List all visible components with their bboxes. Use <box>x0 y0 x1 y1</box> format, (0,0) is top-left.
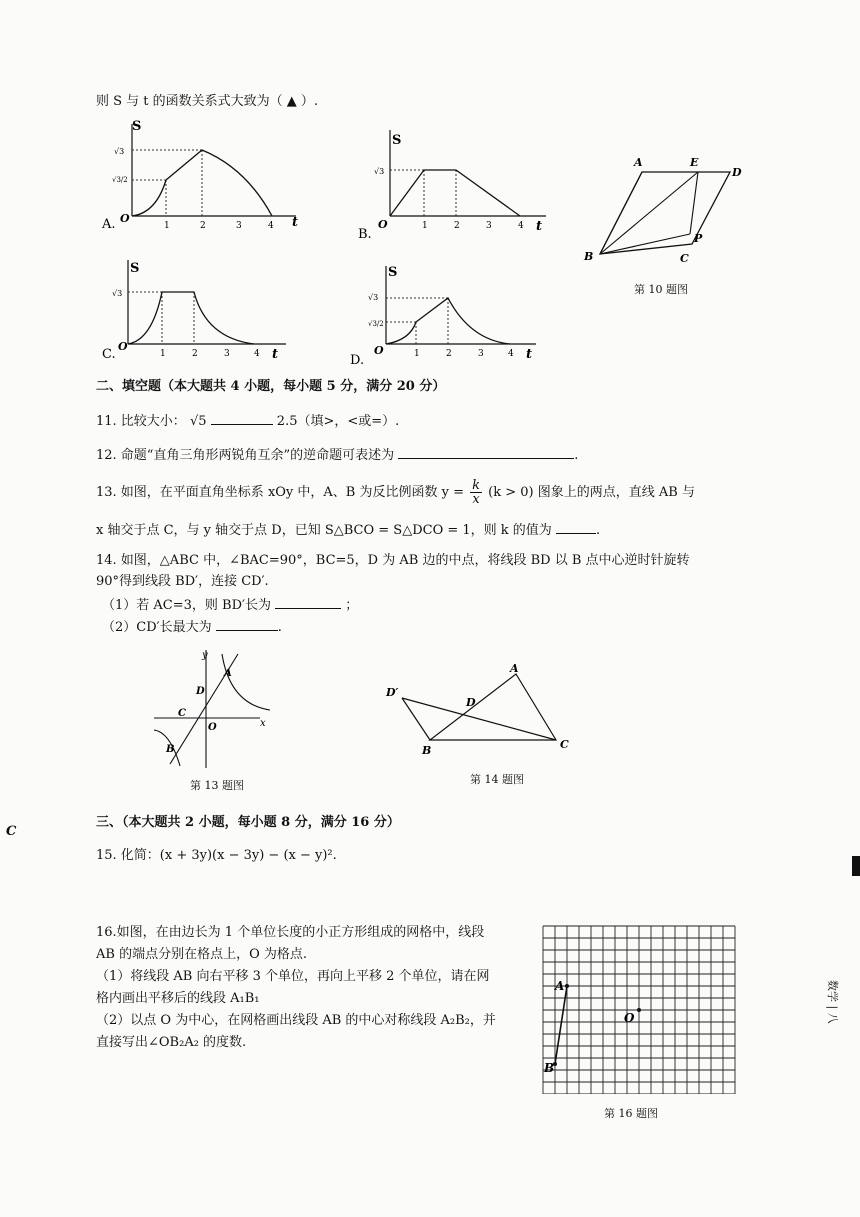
q14-sub1-blank[interactable] <box>275 596 341 609</box>
question-13-line2: x 轴交于点 C，与 y 轴交于点 D，已知 S△BCO = S△DCO = 1，则 k 的值为 . <box>96 523 601 538</box>
q13-line1-a: 13. 如图，在平面直角坐标系 xOy 中，A、B 为反比例函数 y = <box>96 485 464 500</box>
q16-line5: （2）以点 O 为中心，在网格画出线段 AB 的中心对称线段 A₂B₂，并 <box>96 1013 496 1028</box>
fig16-label-a: A <box>555 979 565 993</box>
graph-b-origin: O <box>378 218 388 231</box>
fig13-label-c: C <box>178 708 186 719</box>
fig13-label-a: A <box>224 668 232 679</box>
graph-a-tick-4: 4 <box>268 221 274 231</box>
fig10-label-c: C <box>680 252 689 265</box>
graph-c-tick-1: 1 <box>160 349 166 359</box>
scan-edge-mark <box>852 856 860 876</box>
graph-a-tick-2: 2 <box>200 221 206 231</box>
graph-b-xlabel: t <box>536 219 543 234</box>
graph-d-xlabel: t <box>526 347 533 362</box>
q10-prompt: 则 S 与 t 的函数关系式大致为（ ▲ ）. <box>96 94 319 109</box>
q14-sub2-text: （2）CD′长最大为 <box>102 620 212 635</box>
q11-prefix: 11. 比较大小： <box>96 414 186 429</box>
q12-answer-blank[interactable] <box>398 446 574 459</box>
question-15: 15. 化简：(x + 3y)(x − 3y) − (x − y)². <box>96 848 337 863</box>
section-3-heading: 三、（本大题共 2 小题，每小题 8 分，满分 16 分） <box>96 815 400 830</box>
graph-option-c <box>96 254 306 366</box>
q16-line2: AB 的端点分别在格点上，O 为格点. <box>96 947 307 962</box>
graph-b-ytick-sqrt3: √3 <box>374 167 385 176</box>
q11-answer-blank[interactable] <box>211 412 273 425</box>
fig10-label-a: A <box>634 156 643 169</box>
graph-b-tick-2: 2 <box>454 221 460 231</box>
graph-option-b <box>356 122 556 242</box>
fig13-label-d: D <box>196 686 205 697</box>
fig14-label-a: A <box>510 662 519 675</box>
fig14-label-d: D <box>466 696 476 709</box>
q11-sqrt5: √5 <box>189 414 207 429</box>
graph-a-origin: O <box>120 212 130 225</box>
q12-text: 12. 命题“直角三角形两锐角互余”的逆命题可表述为 <box>96 448 395 463</box>
graph-a-ytick-sqrt3: √3 <box>114 147 125 156</box>
graph-d-ytick-half: √3/2 <box>368 320 384 328</box>
graph-d-tick-2: 2 <box>446 349 452 359</box>
q14-sub1-text: （1）若 AC=3，则 BD′长为 <box>102 598 271 613</box>
graph-d-tick-3: 3 <box>478 349 484 359</box>
graph-a-ylabel: S <box>132 119 142 134</box>
graph-b-tick-4: 4 <box>518 221 524 231</box>
graph-a-tick-1: 1 <box>164 221 170 231</box>
graph-c-tick-3: 3 <box>224 349 230 359</box>
graph-b-ylabel: S <box>392 133 402 148</box>
question-12: 12. 命题“直角三角形两锐角互余”的逆命题可表述为 . <box>96 448 579 463</box>
q16-line4: 格内画出平移后的线段 A₁B₁ <box>96 991 260 1006</box>
graph-d-origin: O <box>374 344 384 357</box>
q14-line2: 90°得到线段 BD′，连接 CD′. <box>96 574 269 589</box>
graph-c-xlabel: t <box>272 347 279 362</box>
fig13-label-y: y <box>202 650 208 661</box>
graph-c-ytick-sqrt3: √3 <box>112 289 123 298</box>
fig14-label-c: C <box>560 738 569 751</box>
graph-c-tick-2: 2 <box>192 349 198 359</box>
fig10-caption: 第 10 题图 <box>634 283 688 296</box>
graph-b-tick-1: 1 <box>422 221 428 231</box>
q13-line2: x 轴交于点 C，与 y 轴交于点 D，已知 S△BCO = S△DCO = 1，则 k 的值为 <box>96 523 552 538</box>
fig13-label-b: B <box>166 744 175 755</box>
fig10-label-p: P <box>694 232 703 245</box>
fig16-label-o: O <box>624 1011 635 1025</box>
q14-sub1 <box>102 596 358 614</box>
graph-a-xlabel: t <box>292 215 299 230</box>
q14-sub2: （2）CD′长最大为 . <box>102 620 282 635</box>
fig13-caption: 第 13 题图 <box>190 779 244 792</box>
graph-d-tick-4: 4 <box>508 349 514 359</box>
graph-d-ytick-sqrt3: √3 <box>368 293 379 302</box>
figure-13 <box>150 648 280 798</box>
fig14-label-b: B <box>422 744 432 756</box>
q16-line6: 直接写出∠OB₂A₂ 的度数. <box>96 1035 247 1050</box>
fig13-label-x: x <box>260 718 266 729</box>
graph-d-ylabel: S <box>388 265 398 280</box>
graph-a-tick-3: 3 <box>236 221 242 231</box>
question-13-line1 <box>96 479 695 506</box>
q16-line1: 16.如图，在由边长为 1 个单位长度的小正方形组成的网格中，线段 <box>96 925 485 940</box>
graph-option-d <box>350 260 550 372</box>
margin-letter-c: C <box>6 824 17 839</box>
fig10-label-b: B <box>584 250 594 263</box>
q11-suffix: 2.5（填>，<或=）. <box>276 414 400 429</box>
graph-c-option-label: C. <box>102 347 116 362</box>
fig16-grid[interactable] <box>538 924 738 1094</box>
graph-b-tick-3: 3 <box>486 221 492 231</box>
q13-frac-den: x <box>472 492 480 507</box>
q16-line3: （1）将线段 AB 向右平移 3 个单位，再向上平移 2 个单位，请在网 <box>96 969 490 984</box>
q13-answer-blank[interactable] <box>556 521 596 534</box>
figure-10 <box>580 150 760 300</box>
section-2-heading: 二、填空题（本大题共 4 小题，每小题 5 分，满分 20 分） <box>96 379 446 394</box>
q14-line1: 14. 如图，△ABC 中，∠BAC=90°，BC=5，D 为 AB 边的中点，将线段 BD 以 B 点中心逆时针旋转 <box>96 553 690 568</box>
graph-a-option-label: A. <box>102 217 116 232</box>
fig14-caption: 第 14 题图 <box>470 773 524 786</box>
fig16-caption: 第 16 题图 <box>604 1107 658 1120</box>
q13-line1-b: (k > 0) 图象上的两点，直线 AB 与 <box>488 485 695 500</box>
fig16-label-b: B <box>544 1061 555 1075</box>
fig10-label-e: E <box>690 156 699 169</box>
graph-c-ylabel: S <box>130 261 140 276</box>
q13-frac-num: k <box>472 478 481 493</box>
graph-b-option-label: B. <box>358 227 372 242</box>
question-11 <box>96 412 399 430</box>
graph-d-option-label: D. <box>350 353 365 368</box>
graph-c-origin: O <box>118 340 128 353</box>
fig13-label-o: O <box>208 722 217 733</box>
q14-sub2-blank[interactable] <box>216 618 278 631</box>
figure-16 <box>538 924 738 1124</box>
graph-c-tick-4: 4 <box>254 349 260 359</box>
edge-subject-text: 数学 | 八 <box>826 980 839 1024</box>
fig14-label-dprime: D′ <box>386 686 399 699</box>
graph-a-ytick-half: √3/2 <box>112 176 128 184</box>
graph-option-a <box>96 118 306 238</box>
fig10-label-d: D <box>732 166 742 179</box>
graph-d-tick-1: 1 <box>414 349 420 359</box>
q14-sub1-end: ； <box>345 598 359 613</box>
figure-14 <box>380 660 580 790</box>
